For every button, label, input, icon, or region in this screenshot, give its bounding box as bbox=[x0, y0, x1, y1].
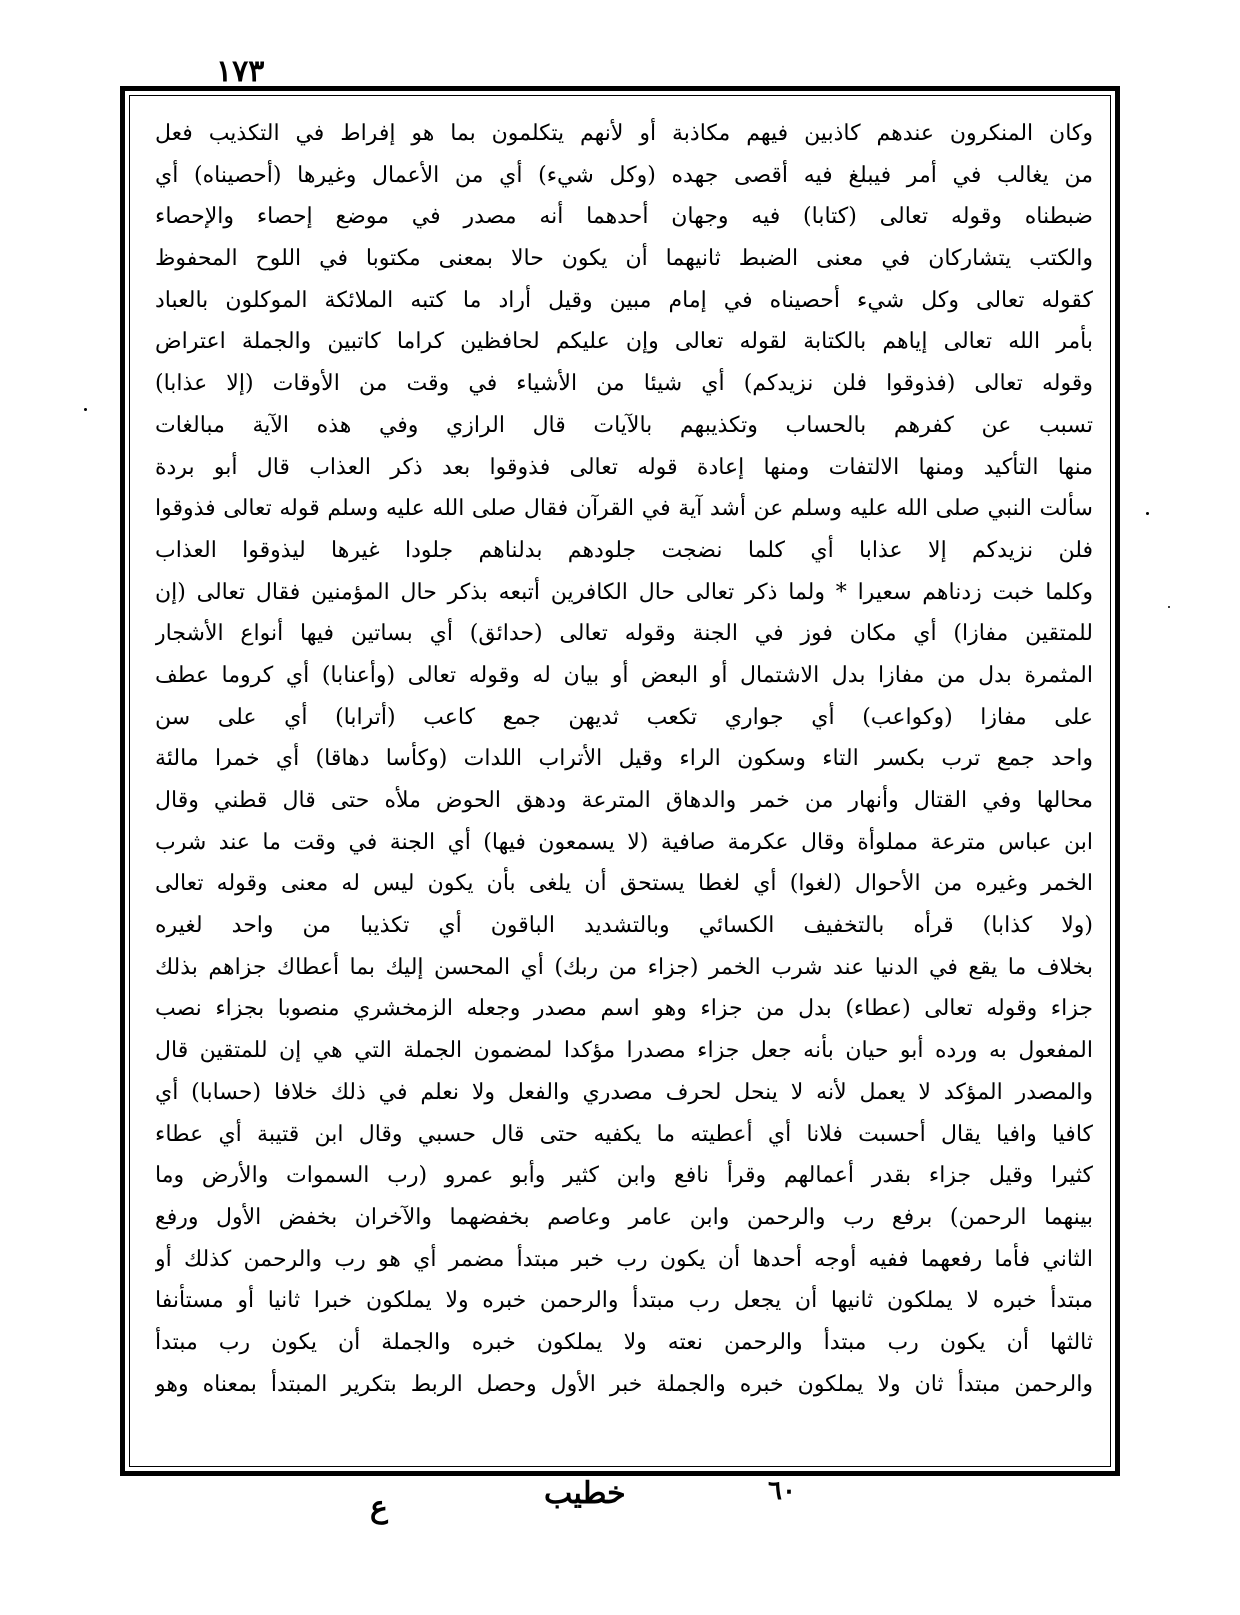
text-line: من يغالب في أمر فيبلغ فيه أقصى جهده (وكل شيء) أي من الأعمال وغيرها (أحصيناه) أي bbox=[155, 162, 1093, 188]
text-line: للمتقين مفازا) أي مكان فوز في الجنة وقوله تعالى (حدائق) أي بساتين فيها أنواع الأشجار bbox=[155, 621, 1093, 647]
text-line: الخمر وغيره من الأحوال (لغوا) أي لغطا يستحق أن يلغى بأن يكون ليس له معنى وقوله تعالى bbox=[155, 871, 1093, 897]
text-line: جزاء وقوله تعالى (عطاء) بدل من جزاء وهو اسم مصدر وجعله الزمخشري منصوبا بجزاء نصب bbox=[155, 996, 1093, 1022]
text-line: والرحمن مبتدأ ثان ولا يملكون خبره والجملة خبر الأول وحصل الربط بتكرير المبتدأ بمعناه وهو bbox=[155, 1371, 1093, 1397]
text-line: واحد جمع ترب بكسر التاء وسكون الراء وقيل الأتراب اللدات (وكأسا دهاقا) أي خمرا مالئة bbox=[155, 746, 1093, 772]
page-footer bbox=[120, 1476, 1120, 1536]
signature-number: ٦٠ bbox=[768, 1476, 796, 1506]
text-line: الثاني فأما رفعهما ففيه أوجه أحدها أن يكون رب خبر مبتدأ مضمر أي هو رب والرحمن كذلك أو bbox=[155, 1246, 1093, 1272]
page-number: ١٧٣ bbox=[216, 54, 265, 89]
text-line: تسبب عن كفرهم بالحساب وتكذيبهم بالآيات قال الرازي وفي هذه الآية مبالغات bbox=[155, 412, 1093, 438]
text-line: ثالثها أن يكون رب مبتدأ والرحمن نعته ولا يملكون خبره والجملة أن يكون رب مبتدأ bbox=[155, 1329, 1093, 1355]
text-line: المفعول به ورده أبو حيان بأنه جعل جزاء مصدرا مؤكدا لمضمون الجملة التي هي إن للمتقين قال bbox=[155, 1038, 1093, 1064]
text-line: وكلما خبت زدناهم سعيرا * ولما ذكر تعالى حال الكافرين أتبعه بذكر حال المؤمنين فقال تعالى (إن bbox=[155, 579, 1093, 605]
text-line: كافيا وافيا يقال أحسبت فلانا أي أعطيته ما يكفيه حتى قال حسبي وقال ابن قتيبة أي عطاء bbox=[155, 1121, 1093, 1147]
text-line: بأمر الله تعالى إياهم بالكتابة لقوله تعالى وإن عليكم لحافظين كراما كاتبين والجملة اعتراض bbox=[155, 329, 1093, 355]
text-line: كثيرا وقيل جزاء بقدر أعمالهم وقرأ نافع وابن كثير وأبو عمرو (رب السموات والأرض وما bbox=[155, 1163, 1093, 1189]
text-line: مبتدأ خبره لا يملكون ثانيها أن يجعل رب مبتدأ والرحمن خبره ولا يملكون خبرا ثانيا أو مستأنفا bbox=[155, 1288, 1093, 1314]
text-line: بخلاف ما يقع في الدنيا عند شرب الخمر (جزاء من ربك) أي المحسن إليك بما أعطاك جزاهم بذلك bbox=[155, 954, 1093, 980]
text-line: والكتب يتشاركان في معنى الضبط ثانيهما أن يكون حالا بمعنى مكتوبا في اللوح المحفوظ bbox=[155, 246, 1093, 272]
signature-letter: ع bbox=[370, 1490, 388, 1525]
text-line: بينهما الرحمن) برفع رب والرحمن وابن عامر وعاصم بخفضهما والآخران بخفض الأول ورفع bbox=[155, 1204, 1093, 1230]
signature-word: خطيب bbox=[544, 1476, 626, 1511]
scan-speck bbox=[1168, 606, 1170, 608]
text-line: وقوله تعالى (فذوقوا فلن نزيدكم) أي شيئا من الأشياء في وقت من الأوقات (إلا عذابا) bbox=[155, 371, 1093, 397]
scan-speck bbox=[1146, 512, 1149, 515]
text-line: ابن عباس مترعة مملوأة وقال عكرمة صافية (لا يسمعون فيها) أي الجنة في وقت ما عند شرب bbox=[155, 829, 1093, 855]
text-line: كقوله تعالى وكل شيء أحصيناه في إمام مبين وقيل أراد ما كتبه الملائكة الموكلون بالعباد bbox=[155, 287, 1093, 313]
text-body bbox=[155, 113, 1093, 1451]
page-frame bbox=[120, 86, 1120, 1476]
scan-speck bbox=[84, 408, 87, 411]
text-line: محالها وفي القتال وأنهار من خمر والدهاق المترعة ودهق الحوض ملأه حتى قال قطني وقال bbox=[155, 788, 1093, 813]
text-line: وكان المنكرون عندهم كاذبين فيهم مكاذبة أو لأنهم يتكلمون بما هو إفراط في التكذيب فعل bbox=[155, 121, 1093, 146]
text-line: المثمرة بدل من مفازا بدل الاشتمال أو البعض أو بيان له وقوله تعالى (وأعنابا) أي كروما عطف bbox=[155, 662, 1093, 688]
text-line: ضبطناه وقوله تعالى (كتابا) فيه وجهان أحدهما أنه مصدر في موضع إحصاء والإحصاء bbox=[155, 204, 1093, 230]
text-line: سألت النبي صلى الله عليه وسلم عن أشد آية في القرآن فقال صلى الله عليه وسلم قوله تعالى فذوقوا bbox=[155, 496, 1093, 522]
text-line: (ولا كذابا) قرأه بالتخفيف الكسائي وبالتشديد الباقون أي تكذيبا من واحد لغيره bbox=[155, 913, 1093, 939]
text-line: والمصدر المؤكد لا يعمل لأنه لا ينحل لحرف مصدري والفعل ولا نعلم في ذلك خلافا (حسابا) أي bbox=[155, 1079, 1093, 1105]
text-line: فلن نزيدكم إلا عذابا أي كلما نضجت جلودهم بدلناهم جلودا غيرها ليذوقوا العذاب bbox=[155, 537, 1093, 563]
text-line: منها التأكيد ومنها الالتفات ومنها إعادة قوله تعالى فذوقوا بعد ذكر العذاب قال أبو بردة bbox=[155, 454, 1093, 480]
text-line: على مفازا (وكواعب) أي جواري تكعب ثديهن جمع كاعب (أترابا) أي على سن bbox=[155, 704, 1093, 730]
